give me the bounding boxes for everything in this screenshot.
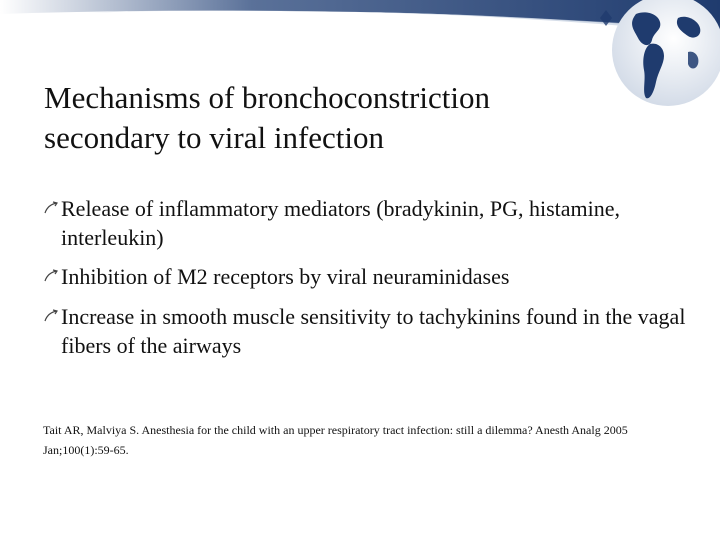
bullet-list — [44, 194, 694, 371]
bullet-arrow-icon — [44, 201, 58, 215]
bullet-item — [44, 262, 694, 291]
bullet-text: Inhibition of M2 receptors by viral neuraminidases — [61, 264, 510, 289]
title-line-1: Mechanisms of bronchoconstriction — [44, 80, 490, 115]
bullet-arrow-icon — [44, 269, 58, 283]
bullet-arrow-icon — [44, 309, 58, 323]
globe-icon — [588, 0, 720, 132]
bullet-text: Release of inflammatory mediators (bradykinin, PG, histamine, interleukin) — [61, 196, 621, 250]
reference-citation: Tait AR, Malviya S. Anesthesia for the child with an upper respiratory tract infection: still a dilemma? Anesth Analg 2005 Jan;100(1):59-65. — [43, 423, 628, 457]
bullet-text: Increase in smooth muscle sensitivity to tachykinins found in the vagal fibers of the airways — [61, 304, 686, 358]
bullet-item — [44, 194, 694, 252]
bullet-item — [44, 302, 694, 360]
slide-title — [44, 78, 584, 158]
title-line-2: secondary to viral infection — [44, 120, 385, 155]
